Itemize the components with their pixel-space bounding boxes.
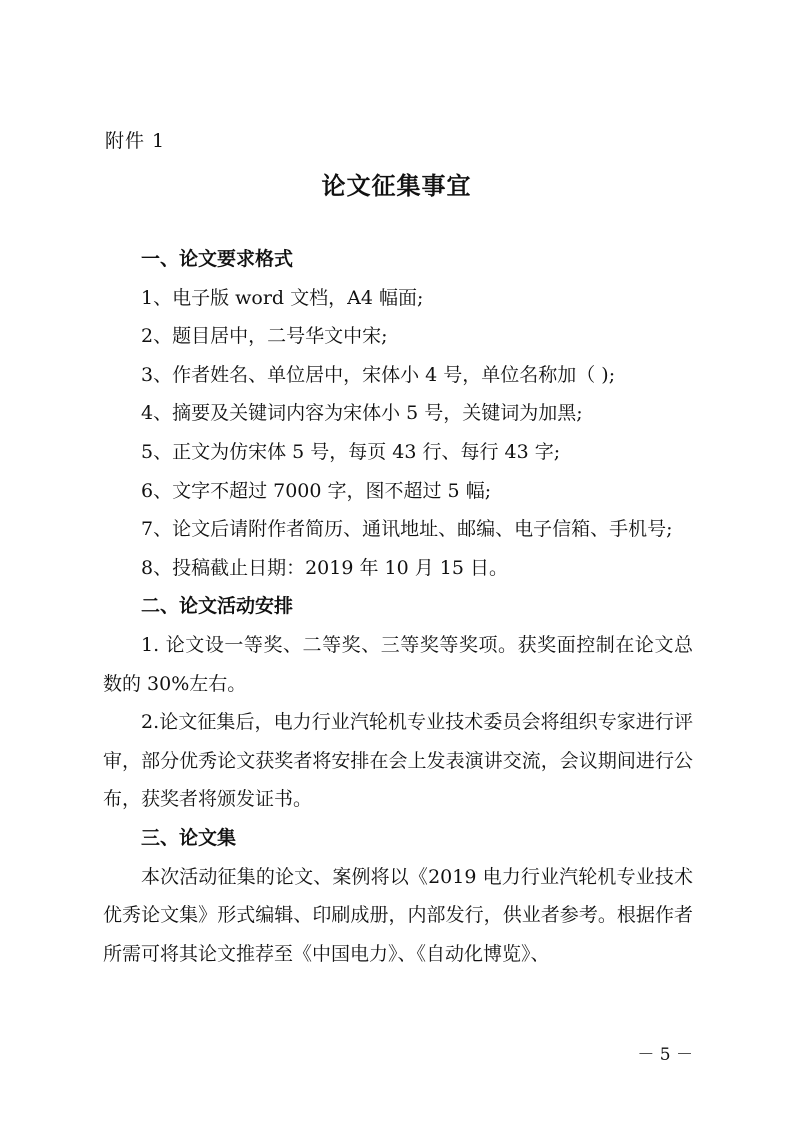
requirement-item: 4、摘要及关键词内容为宋体小 5 号，关键词为加黑; <box>141 402 583 425</box>
arrangement-item: 1. 论文设一等奖、二等奖、三等奖等奖项。获奖面控制在论文总数的 30%左右。 <box>103 633 693 695</box>
requirement-item: 7、论文后请附作者简历、通讯地址、邮编、电子信箱、手机号; <box>141 518 673 541</box>
section-heading-arrangement: 二、论文活动安排 <box>141 595 294 618</box>
document-title: 论文征集事宜 <box>321 171 472 200</box>
requirement-item: 2、题目居中，二号华文中宋; <box>141 325 388 348</box>
annex-label: 附件 1 <box>105 130 166 152</box>
section-heading-requirements: 一、论文要求格式 <box>141 248 294 270</box>
requirement-item: 8、投稿截止日期：2019 年 10 月 15 日。 <box>141 556 508 579</box>
collection-paragraph: 本次活动征集的论文、案例将以《2019 电力行业汽轮机专业技术优秀论文集》形式编辑、印刷成册，内部发行，供业者参考。根据作者所需可将其论文推荐至《中国电力》、《自动化博览》、 <box>103 865 693 965</box>
requirement-item: 3、作者姓名、单位居中，宋体小 4 号，单位名称加（ ); <box>141 363 616 386</box>
requirement-item: 5、正文为仿宋体 5 号，每页 43 行、每行 43 字; <box>141 440 561 463</box>
page-number: － 5 － <box>637 1045 693 1065</box>
requirement-item: 6、文字不超过 7000 字，图不超过 5 幅; <box>141 479 492 502</box>
arrangement-item: 2.论文征集后，电力行业汽轮机专业技术委员会将组织专家进行评审，部分优秀论文获奖者将安排在会上发表演讲交流，会议期间进行公布，获奖者将颁发证书。 <box>103 711 693 811</box>
requirement-item: 1、电子版 word 文档，A4 幅面; <box>141 286 424 309</box>
section-heading-collection: 三、论文集 <box>141 826 237 849</box>
document-body <box>103 240 693 973</box>
